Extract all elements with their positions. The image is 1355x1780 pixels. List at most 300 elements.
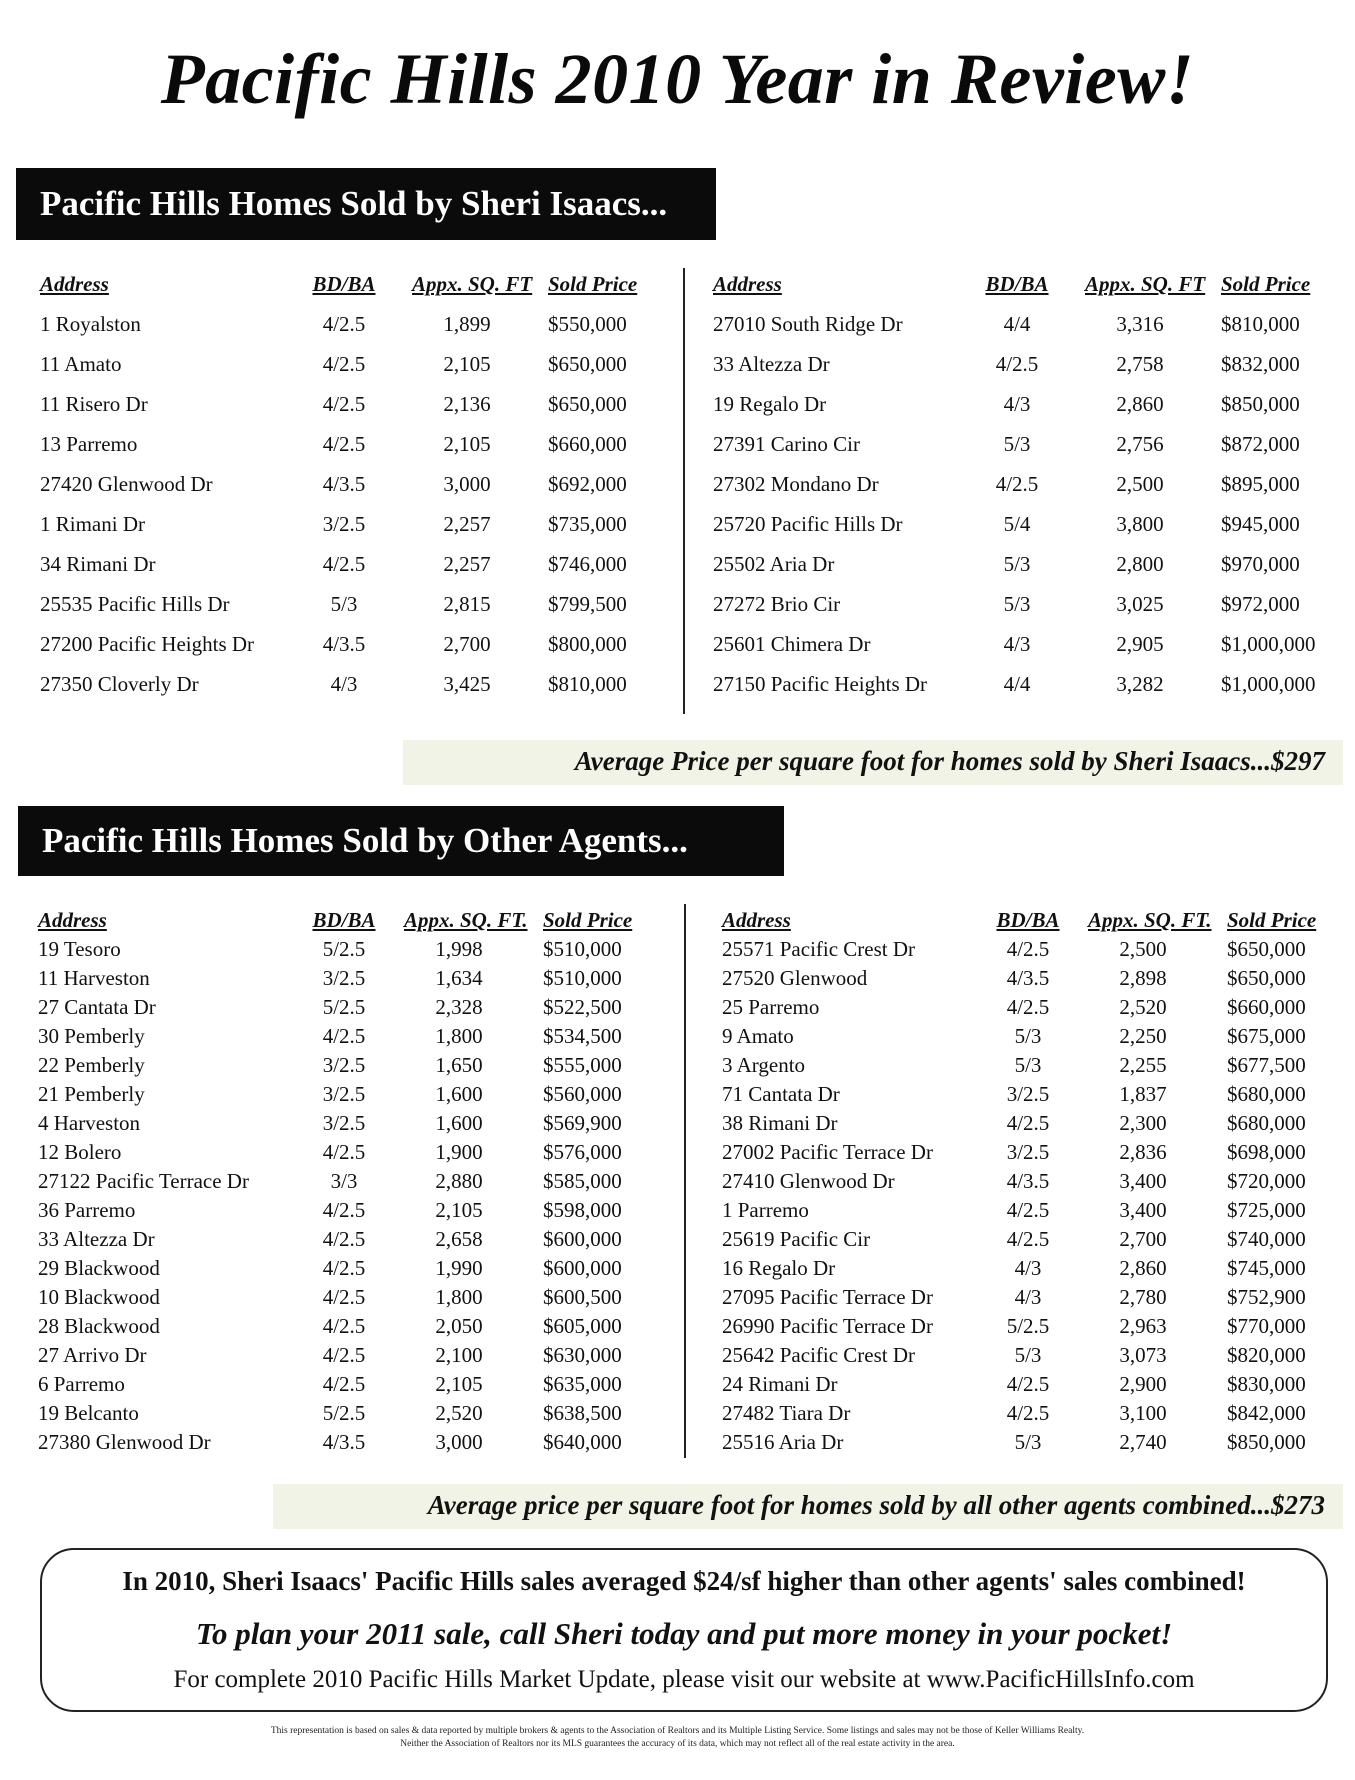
cell-sqft: 2,257 — [443, 552, 491, 576]
cell-bdba: 4/2.5 — [322, 1256, 366, 1280]
cell-address: 1 Royalston — [40, 312, 141, 336]
cell-sqft: 2,050 — [435, 1314, 483, 1338]
cell-price: $1,000,000 — [1221, 632, 1316, 656]
cell-price: $650,000 — [548, 352, 627, 376]
cell-address: 3 Argento — [722, 1053, 806, 1077]
column-divider — [683, 268, 685, 714]
cell-sqft: 3,282 — [1116, 672, 1164, 696]
cell-bdba: 4/3 — [1003, 632, 1031, 656]
header-sqft: Appx. SQ. FT — [1085, 272, 1206, 296]
cell-price: $970,000 — [1221, 552, 1300, 576]
cell-address: 36 Parremo — [38, 1198, 136, 1222]
table-row — [713, 592, 1343, 632]
disclaimer-line-1: This representation is based on sales & data reported by multiple brokers & agents to the Association of Realtors and its Multiple Listing Service. Some listings and sales may not be those of Keller Williams Realty. — [270, 1726, 1085, 1736]
cell-sqft: 3,000 — [435, 1430, 483, 1454]
cell-price: $510,000 — [543, 937, 622, 961]
cell-price: $850,000 — [1227, 1430, 1306, 1454]
cell-price: $735,000 — [548, 512, 627, 536]
table-row — [38, 1140, 658, 1169]
cell-sqft: 2,860 — [1116, 392, 1164, 416]
cell-address: 25720 Pacific Hills Dr — [713, 512, 903, 536]
cell-address: 33 Altezza Dr — [38, 1227, 155, 1251]
cell-bdba: 4/2.5 — [1006, 1198, 1050, 1222]
other-sales-table-right — [722, 908, 1342, 1459]
cell-address: 27010 South Ridge Dr — [713, 312, 903, 336]
cell-bdba: 4/2.5 — [322, 312, 366, 336]
table-row — [722, 1053, 1342, 1082]
cell-sqft: 1,600 — [435, 1111, 483, 1135]
cell-address: 24 Rimani Dr — [722, 1372, 838, 1396]
header-sqft: Appx. SQ. FT — [412, 272, 533, 296]
cell-address: 1 Rimani Dr — [40, 512, 145, 536]
table-row — [722, 966, 1342, 995]
cell-price: $585,000 — [543, 1169, 622, 1193]
cell-price: $600,000 — [543, 1256, 622, 1280]
cell-address: 6 Parremo — [38, 1372, 125, 1396]
table-row — [40, 432, 650, 472]
cell-price: $650,000 — [1227, 966, 1306, 990]
cell-sqft: 2,328 — [435, 995, 483, 1019]
cell-address: 38 Rimani Dr — [722, 1111, 838, 1135]
cell-address: 27 Arrivo Dr — [38, 1343, 147, 1367]
header-price: Sold Price — [1221, 272, 1311, 296]
cell-price: $830,000 — [1227, 1372, 1306, 1396]
cell-address: 27391 Carino Cir — [713, 432, 860, 456]
cell-sqft: 1,650 — [435, 1053, 483, 1077]
other-agents-average-price: Average price per square foot for homes sold by all other agents combined...$273 — [273, 1484, 1343, 1529]
callout-website: For complete 2010 Pacific Hills Market Update, please visit our website at www.PacificHillsInfo.com — [173, 1666, 1195, 1693]
callout-call-to-action: To plan your 2011 sale, call Sheri today and put more money in your pocket! — [195, 1616, 1173, 1651]
table-row — [40, 312, 650, 352]
cell-price: $842,000 — [1227, 1401, 1306, 1425]
cell-address: 26990 Pacific Terrace Dr — [722, 1314, 933, 1338]
cell-sqft: 1,800 — [435, 1024, 483, 1048]
cell-sqft: 1,990 — [435, 1256, 483, 1280]
table-row — [722, 1227, 1342, 1256]
cell-bdba: 4/3 — [1003, 392, 1031, 416]
cell-sqft: 2,520 — [435, 1401, 483, 1425]
cell-sqft: 2,898 — [1119, 966, 1167, 990]
cell-price: $745,000 — [1227, 1256, 1306, 1280]
cell-address: 27410 Glenwood Dr — [722, 1169, 895, 1193]
cell-address: 25 Parremo — [722, 995, 820, 1019]
cell-bdba: 5/2.5 — [322, 1401, 366, 1425]
cell-bdba: 3/2.5 — [322, 1082, 366, 1106]
cell-bdba: 4/3.5 — [322, 1430, 366, 1454]
table-row — [38, 1227, 658, 1256]
cell-sqft: 1,998 — [435, 937, 483, 961]
table-row — [713, 512, 1343, 552]
table-header — [38, 908, 658, 937]
cell-address: 27350 Cloverly Dr — [40, 672, 199, 696]
table-row — [722, 1111, 1342, 1140]
cell-sqft: 2,740 — [1119, 1430, 1167, 1454]
cell-bdba: 4/2.5 — [322, 552, 366, 576]
cell-sqft: 1,899 — [443, 312, 491, 336]
table-row — [713, 472, 1343, 512]
cell-address: 25642 Pacific Crest Dr — [722, 1343, 916, 1367]
cell-bdba: 4/2.5 — [1006, 1111, 1050, 1135]
cell-bdba: 5/3 — [1014, 1430, 1042, 1454]
table-row — [38, 1430, 658, 1459]
table-row — [40, 392, 650, 432]
cell-sqft: 2,136 — [443, 392, 491, 416]
cell-bdba: 5/3 — [1014, 1343, 1042, 1367]
table-row — [722, 1314, 1342, 1343]
cell-price: $725,000 — [1227, 1198, 1306, 1222]
cell-address: 21 Pemberly — [38, 1082, 145, 1106]
table-row — [38, 1053, 658, 1082]
cell-address: 11 Harveston — [38, 966, 150, 990]
cell-sqft: 3,400 — [1119, 1198, 1167, 1222]
cell-bdba: 5/3 — [1014, 1053, 1042, 1077]
cell-bdba: 4/2.5 — [322, 1372, 366, 1396]
table-row — [713, 672, 1343, 712]
cell-address: 12 Bolero — [38, 1140, 122, 1164]
cell-price: $576,000 — [543, 1140, 622, 1164]
table-row — [40, 672, 650, 712]
table-row — [722, 1198, 1342, 1227]
cell-sqft: 2,860 — [1119, 1256, 1167, 1280]
cell-bdba: 4/2.5 — [322, 1314, 366, 1338]
cell-address: 11 Risero Dr — [40, 392, 148, 416]
header-price: Sold Price — [1227, 908, 1317, 932]
table-row — [722, 937, 1342, 966]
cell-sqft: 2,963 — [1119, 1314, 1167, 1338]
cell-price: $698,000 — [1227, 1140, 1306, 1164]
cell-address: 27200 Pacific Heights Dr — [40, 632, 255, 656]
sheri-average-price: Average Price per square foot for homes sold by Sheri Isaacs...$297 — [403, 740, 1343, 785]
cell-address: 11 Amato — [40, 352, 122, 376]
cell-sqft: 3,000 — [443, 472, 491, 496]
cell-price: $770,000 — [1227, 1314, 1306, 1338]
cell-address: 25516 Aria Dr — [722, 1430, 844, 1454]
table-row — [713, 432, 1343, 472]
table-row — [38, 1285, 658, 1314]
cell-sqft: 2,257 — [443, 512, 491, 536]
table-row — [38, 1198, 658, 1227]
cell-sqft: 2,758 — [1116, 352, 1164, 376]
cell-bdba: 4/2.5 — [322, 352, 366, 376]
summary-callout — [40, 1548, 1328, 1712]
disclaimer — [0, 1725, 1355, 1751]
cell-address: 27420 Glenwood Dr — [40, 472, 213, 496]
cell-address: 27380 Glenwood Dr — [38, 1430, 211, 1454]
cell-bdba: 4/3.5 — [322, 472, 366, 496]
table-row — [722, 1024, 1342, 1053]
table-row — [40, 632, 650, 672]
cell-price: $660,000 — [1227, 995, 1306, 1019]
table-row — [40, 552, 650, 592]
sheri-sales-table-left — [40, 272, 650, 712]
cell-bdba: 4/2.5 — [1006, 1401, 1050, 1425]
cell-address: 71 Cantata Dr — [722, 1082, 840, 1106]
cell-sqft: 3,100 — [1119, 1401, 1167, 1425]
header-bdba: BD/BA — [996, 908, 1060, 932]
cell-price: $720,000 — [1227, 1169, 1306, 1193]
cell-price: $555,000 — [543, 1053, 622, 1077]
cell-bdba: 4/2.5 — [322, 1343, 366, 1367]
disclaimer-line-2: Neither the Association of Realtors nor its MLS guarantees the accuracy of its data, which may not reflect all of the real estate activity in the area. — [400, 1739, 955, 1749]
table-row — [40, 472, 650, 512]
cell-address: 27095 Pacific Terrace Dr — [722, 1285, 933, 1309]
cell-price: $799,500 — [548, 592, 627, 616]
cell-address: 19 Regalo Dr — [713, 392, 827, 416]
cell-address: 27520 Glenwood — [722, 966, 868, 990]
table-row — [38, 1401, 658, 1430]
cell-address: 27272 Brio Cir — [713, 592, 841, 616]
cell-sqft: 2,105 — [435, 1372, 483, 1396]
cell-address: 25619 Pacific Cir — [722, 1227, 871, 1251]
callout-comparison: In 2010, Sheri Isaacs' Pacific Hills sales averaged $24/sf higher than other agents' sales combined! — [122, 1566, 1246, 1596]
table-row — [38, 1111, 658, 1140]
cell-sqft: 3,073 — [1119, 1343, 1167, 1367]
cell-address: 27 Cantata Dr — [38, 995, 156, 1019]
cell-sqft: 2,500 — [1116, 472, 1164, 496]
cell-bdba: 5/4 — [1003, 512, 1031, 536]
cell-sqft: 2,700 — [443, 632, 491, 656]
cell-bdba: 4/2.5 — [322, 1285, 366, 1309]
cell-sqft: 2,255 — [1119, 1053, 1167, 1077]
cell-sqft: 2,800 — [1116, 552, 1164, 576]
header-address: Address — [713, 272, 782, 296]
cell-price: $752,900 — [1227, 1285, 1306, 1309]
cell-bdba: 4/3.5 — [322, 632, 366, 656]
table-row — [38, 966, 658, 995]
cell-bdba: 5/3 — [330, 592, 358, 616]
cell-sqft: 2,780 — [1119, 1285, 1167, 1309]
cell-price: $820,000 — [1227, 1343, 1306, 1367]
cell-bdba: 4/4 — [1003, 672, 1031, 696]
cell-sqft: 1,900 — [435, 1140, 483, 1164]
cell-address: 33 Altezza Dr — [713, 352, 830, 376]
table-row — [722, 1343, 1342, 1372]
cell-price: $850,000 — [1221, 392, 1300, 416]
table-row — [722, 1169, 1342, 1198]
cell-price: $677,500 — [1227, 1053, 1306, 1077]
cell-bdba: 4/2.5 — [1006, 937, 1050, 961]
cell-price: $945,000 — [1221, 512, 1300, 536]
cell-price: $600,500 — [543, 1285, 622, 1309]
header-price: Sold Price — [548, 272, 638, 296]
cell-sqft: 2,300 — [1119, 1111, 1167, 1135]
cell-sqft: 2,105 — [443, 432, 491, 456]
cell-price: $550,000 — [548, 312, 627, 336]
cell-price: $895,000 — [1221, 472, 1300, 496]
cell-price: $605,000 — [543, 1314, 622, 1338]
cell-address: 34 Rimani Dr — [40, 552, 156, 576]
cell-bdba: 4/2.5 — [322, 1140, 366, 1164]
cell-bdba: 4/2.5 — [322, 1198, 366, 1222]
cell-price: $680,000 — [1227, 1082, 1306, 1106]
table-row — [713, 552, 1343, 592]
cell-sqft: 2,520 — [1119, 995, 1167, 1019]
table-row — [722, 995, 1342, 1024]
table-row — [38, 1314, 658, 1343]
cell-bdba: 3/3 — [330, 1169, 358, 1193]
table-row — [38, 1024, 658, 1053]
cell-address: 27302 Mondano Dr — [713, 472, 879, 496]
cell-bdba: 3/2.5 — [1006, 1140, 1050, 1164]
cell-bdba: 4/2.5 — [322, 1024, 366, 1048]
table-row — [38, 937, 658, 966]
cell-sqft: 1,634 — [435, 966, 483, 990]
other-sales-table-left — [38, 908, 658, 1459]
cell-price: $560,000 — [543, 1082, 622, 1106]
table-row — [722, 1372, 1342, 1401]
cell-sqft: 1,800 — [435, 1285, 483, 1309]
cell-address: 19 Tesoro — [38, 937, 121, 961]
cell-bdba: 5/2.5 — [1006, 1314, 1050, 1338]
table-row — [722, 1256, 1342, 1285]
table-row — [38, 995, 658, 1024]
cell-price: $675,000 — [1227, 1024, 1306, 1048]
table-header — [40, 272, 650, 312]
cell-price: $522,500 — [543, 995, 622, 1019]
cell-bdba: 5/3 — [1003, 432, 1031, 456]
cell-price: $832,000 — [1221, 352, 1300, 376]
page-title: Pacific Hills 2010 Year in Review! — [160, 39, 1195, 119]
header-sqft: Appx. SQ. FT. — [404, 908, 528, 932]
cell-address: 27482 Tiara Dr — [722, 1401, 851, 1425]
table-header — [722, 908, 1342, 937]
cell-sqft: 2,815 — [443, 592, 491, 616]
cell-price: $569,900 — [543, 1111, 622, 1135]
cell-sqft: 3,025 — [1116, 592, 1164, 616]
header-price: Sold Price — [543, 908, 633, 932]
cell-sqft: 1,837 — [1119, 1082, 1167, 1106]
cell-price: $740,000 — [1227, 1227, 1306, 1251]
cell-price: $600,000 — [543, 1227, 622, 1251]
cell-price: $680,000 — [1227, 1111, 1306, 1135]
header-bdba: BD/BA — [312, 908, 376, 932]
cell-price: $660,000 — [548, 432, 627, 456]
cell-price: $640,000 — [543, 1430, 622, 1454]
table-row — [38, 1372, 658, 1401]
cell-price: $638,500 — [543, 1401, 622, 1425]
cell-price: $534,500 — [543, 1024, 622, 1048]
cell-bdba: 3/2.5 — [322, 1111, 366, 1135]
cell-address: 29 Blackwood — [38, 1256, 160, 1280]
cell-bdba: 4/3.5 — [1006, 1169, 1050, 1193]
cell-price: $810,000 — [1221, 312, 1300, 336]
cell-sqft: 2,756 — [1116, 432, 1164, 456]
table-row — [38, 1082, 658, 1111]
cell-bdba: 4/3 — [1014, 1285, 1042, 1309]
cell-bdba: 4/2.5 — [322, 1227, 366, 1251]
table-row — [40, 352, 650, 392]
table-row — [40, 592, 650, 632]
cell-sqft: 3,400 — [1119, 1169, 1167, 1193]
cell-address: 25601 Chimera Dr — [713, 632, 871, 656]
cell-address: 9 Amato — [722, 1024, 794, 1048]
cell-price: $630,000 — [543, 1343, 622, 1367]
cell-address: 22 Pemberly — [38, 1053, 145, 1077]
cell-price: $692,000 — [548, 472, 627, 496]
table-header — [713, 272, 1343, 312]
cell-address: 19 Belcanto — [38, 1401, 139, 1425]
cell-sqft: 3,425 — [443, 672, 491, 696]
table-row — [713, 312, 1343, 352]
cell-sqft: 2,658 — [435, 1227, 483, 1251]
header-bdba: BD/BA — [312, 272, 376, 296]
cell-bdba: 4/2.5 — [1006, 1227, 1050, 1251]
cell-address: 25502 Aria Dr — [713, 552, 835, 576]
cell-address: 4 Harveston — [38, 1111, 141, 1135]
cell-sqft: 3,800 — [1116, 512, 1164, 536]
cell-bdba: 4/4 — [1003, 312, 1031, 336]
cell-address: 16 Regalo Dr — [722, 1256, 836, 1280]
cell-price: $972,000 — [1221, 592, 1300, 616]
header-bdba: BD/BA — [985, 272, 1049, 296]
cell-bdba: 5/3 — [1003, 592, 1031, 616]
cell-bdba: 3/2.5 — [322, 512, 366, 536]
table-row — [722, 1140, 1342, 1169]
cell-bdba: 4/2.5 — [1006, 1372, 1050, 1396]
cell-price: $510,000 — [543, 966, 622, 990]
cell-sqft: 3,316 — [1116, 312, 1164, 336]
cell-bdba: 5/2.5 — [322, 995, 366, 1019]
cell-price: $800,000 — [548, 632, 627, 656]
cell-sqft: 2,900 — [1119, 1372, 1167, 1396]
cell-price: $598,000 — [543, 1198, 622, 1222]
cell-price: $1,000,000 — [1221, 672, 1316, 696]
cell-bdba: 4/2.5 — [995, 472, 1039, 496]
cell-address: 27122 Pacific Terrace Dr — [38, 1169, 249, 1193]
cell-price: $810,000 — [548, 672, 627, 696]
column-divider — [684, 904, 686, 1458]
sheri-sales-table-right — [713, 272, 1343, 712]
cell-sqft: 2,905 — [1116, 632, 1164, 656]
table-row — [38, 1256, 658, 1285]
cell-address: 30 Pemberly — [38, 1024, 145, 1048]
cell-price: $746,000 — [548, 552, 627, 576]
table-row — [38, 1169, 658, 1198]
cell-sqft: 2,700 — [1119, 1227, 1167, 1251]
cell-price: $650,000 — [1227, 937, 1306, 961]
cell-bdba: 3/2.5 — [322, 966, 366, 990]
table-row — [713, 632, 1343, 672]
header-sqft: Appx. SQ. FT. — [1088, 908, 1212, 932]
cell-price: $872,000 — [1221, 432, 1300, 456]
table-row — [713, 352, 1343, 392]
cell-address: 27150 Pacific Heights Dr — [713, 672, 928, 696]
cell-sqft: 2,880 — [435, 1169, 483, 1193]
cell-price: $650,000 — [548, 392, 627, 416]
cell-sqft: 2,836 — [1119, 1140, 1167, 1164]
table-row — [722, 1285, 1342, 1314]
cell-bdba: 4/2.5 — [322, 392, 366, 416]
section-banner-other-agents: Pacific Hills Homes Sold by Other Agents... — [18, 806, 784, 876]
cell-bdba: 3/2.5 — [322, 1053, 366, 1077]
cell-sqft: 2,105 — [443, 352, 491, 376]
cell-bdba: 5/3 — [1003, 552, 1031, 576]
section-banner-sheri: Pacific Hills Homes Sold by Sheri Isaacs... — [16, 168, 716, 240]
cell-bdba: 3/2.5 — [1006, 1082, 1050, 1106]
cell-address: 13 Parremo — [40, 432, 138, 456]
table-row — [722, 1082, 1342, 1111]
cell-bdba: 4/3 — [330, 672, 358, 696]
cell-bdba: 4/2.5 — [995, 352, 1039, 376]
table-row — [38, 1343, 658, 1372]
cell-address: 10 Blackwood — [38, 1285, 160, 1309]
cell-address: 25535 Pacific Hills Dr — [40, 592, 230, 616]
cell-bdba: 5/2.5 — [322, 937, 366, 961]
table-row — [713, 392, 1343, 432]
table-row — [40, 512, 650, 552]
cell-address: 1 Parremo — [722, 1198, 809, 1222]
header-address: Address — [38, 908, 107, 932]
